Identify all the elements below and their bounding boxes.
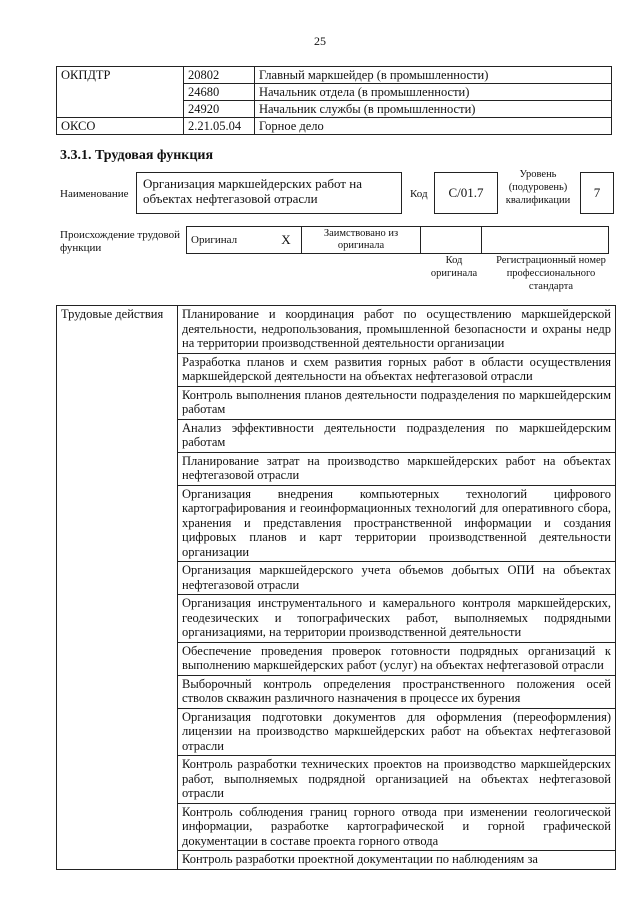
classifier-code: 24680: [184, 84, 255, 101]
qualification-level: 7: [580, 172, 614, 214]
labor-action: Организация инструментального и камерального контроля маркшейдерских, геодезических и топографических работ, выполняемых подрядными организациями, на территории производственной деятельности: [178, 595, 616, 643]
borrowed-label: Заимствовано из оригинала: [302, 227, 421, 254]
qualification-level-label: Уровень (подуровень) квалификации: [505, 169, 571, 206]
labor-action: Планирование и координация работ по осуществлению маркшейдерской деятельности, недропользования, промышленной безопасности и охраны недр на территории производственной деятельности организации: [178, 306, 616, 354]
classifier-title: Начальник службы (в промышленности): [255, 101, 612, 118]
table-row: [57, 306, 616, 354]
function-code: C/01.7: [434, 172, 498, 214]
classifier-code: 2.21.05.04: [184, 118, 255, 135]
page-number: 25: [314, 34, 326, 48]
labor-action: Организация подготовки документов для оформления (переоформления) лицензии на производство маркшейдерских работ на объектах нефтегазовой отрасли: [178, 708, 616, 756]
labor-actions-table: [56, 305, 616, 870]
classifier-code: 20802: [184, 67, 255, 84]
origin-code-cell: [421, 227, 482, 254]
original-mark: X: [271, 227, 302, 254]
labor-action: Обеспечение проведения проверок готовности подрядных организаций к выполнению маркшейдерских работ (услуг) на объектах нефтегазовой отрасли: [178, 642, 616, 675]
labor-action: Организация внедрения компьютерных технологий цифрового картографирования и геоинформационных технологий для оперативного сбора, хранения и представления пространственной информации и создания цифровых планов и карт территории производственной деятельности организации: [178, 485, 616, 562]
classifier-name: ОКПДТР: [57, 67, 184, 118]
origin-code-caption: Код оригинала: [430, 255, 478, 279]
origin-table: [186, 226, 609, 254]
classifier-title: Горное дело: [255, 118, 612, 135]
labor-action: Контроль выполнения планов деятельности подразделения по маркшейдерским работам: [178, 386, 616, 419]
labor-action: Контроль разработки технических проектов на производство маркшейдерских работ, выполняемых подрядной организацией на объектах нефтегазовой отрасли: [178, 756, 616, 804]
labor-action: Контроль разработки проектной документации по наблюдениям за: [178, 851, 616, 870]
origin-reg-caption: Регистрационный номер профессионального стандарта: [496, 255, 606, 292]
function-name-label: Наименование: [60, 188, 129, 200]
origin-reg-cell: [482, 227, 609, 254]
function-code-label: Код: [410, 188, 428, 200]
classifier-table: [56, 66, 612, 135]
classifier-code: 24920: [184, 101, 255, 118]
labor-action: Разработка планов и схем развития горных работ в области осуществления маркшейдерской деятельности на объектах нефтегазовой отрасли: [178, 353, 616, 386]
labor-action: Контроль соблюдения границ горного отвода при изменении геологической информации, разработке картографической и горной графической документации в составе проекта горного отвода: [178, 803, 616, 851]
labor-action: Выборочный контроль определения пространственного положения осей стволов скважин различного назначения в процессе их бурения: [178, 675, 616, 708]
classifier-row: [57, 67, 612, 84]
original-label: Оригинал: [187, 227, 272, 254]
classifier-row: [57, 118, 612, 135]
section-title: 3.3.1. Трудовая функция: [60, 148, 214, 163]
classifier-title: Начальник отдела (в промышленности): [255, 84, 612, 101]
classifier-name: ОКСО: [57, 118, 184, 135]
labor-action: Анализ эффективности деятельности подразделения по маркшейдерским работам: [178, 419, 616, 452]
classifier-title: Главный маркшейдер (в промышленности): [255, 67, 612, 84]
origin-label: Происхождение трудовой функции: [60, 229, 181, 254]
function-name: Организация маркшейдерских работ на объектах нефтегазовой отрасли: [136, 172, 402, 214]
labor-action: Организация маркшейдерского учета объемов добытых ОПИ на объектах нефтегазовой отрасли: [178, 562, 616, 595]
labor-action: Планирование затрат на производство маркшейдерских работ на объектах нефтегазовой отрасли: [178, 452, 616, 485]
actions-category: Трудовые действия: [57, 306, 178, 870]
